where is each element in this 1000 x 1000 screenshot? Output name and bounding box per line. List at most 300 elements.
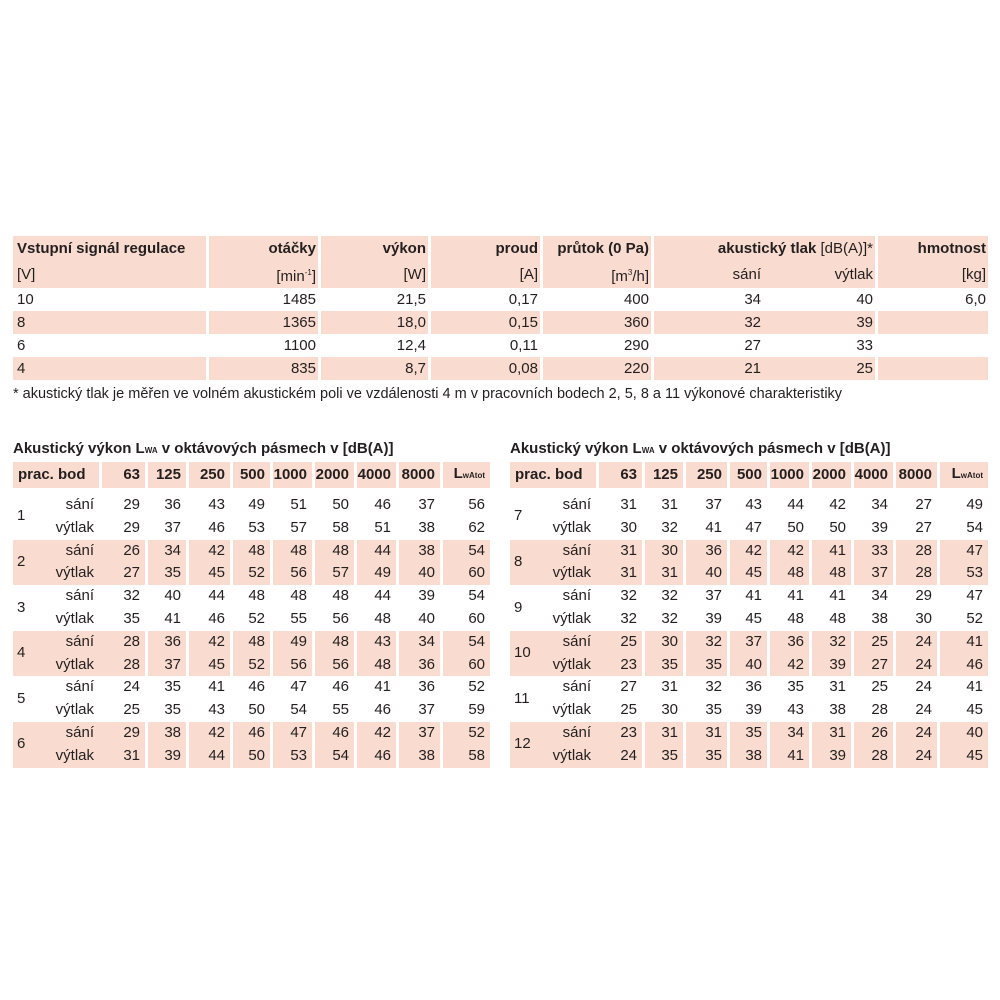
octave-value: 39 (727, 699, 767, 722)
octave-title-right-a: Akustický výkon L (510, 440, 642, 457)
octave-value: 57 (312, 562, 354, 585)
octave-value: 32 (683, 676, 727, 699)
cell-flow: 400 (540, 288, 651, 311)
unit-rpm-b: ] (311, 268, 316, 285)
label-suction: sání (65, 496, 94, 513)
octave-value: 43 (186, 699, 230, 722)
octave-value: 53 (270, 745, 312, 768)
label-suction: sání (562, 632, 591, 650)
octave-value: 42 (767, 654, 809, 677)
octave-value: 25 (851, 676, 893, 699)
octave-value: 38 (396, 517, 440, 540)
octave-data-row (13, 676, 490, 699)
octave-value: 50 (767, 517, 809, 540)
unit-rpm-a: [min (276, 268, 305, 285)
label-suction: sání (562, 678, 591, 696)
header-band: 63 (99, 462, 145, 488)
octave-value: 51 (354, 517, 396, 540)
label-discharge: výtlak (55, 701, 94, 719)
octave-data-row (510, 494, 988, 517)
octave-value: 40 (145, 585, 186, 608)
header-band: 1000 (767, 462, 809, 488)
operating-point-number: 9 (514, 598, 523, 616)
octave-value: 33 (851, 540, 893, 563)
octave-value: 26 (851, 722, 893, 745)
octave-value: 41 (937, 676, 988, 699)
cell-discharge: 39 (856, 314, 873, 331)
octave-value: 32 (642, 608, 683, 631)
octave-data-row (13, 585, 490, 608)
octave-value: 49 (270, 631, 312, 654)
octave-data-row (510, 699, 988, 722)
octave-data-row (510, 585, 988, 608)
octave-value: 38 (396, 745, 440, 768)
operating-point-number: 8 (514, 552, 523, 570)
octave-value: 55 (312, 699, 354, 722)
main-data-row (13, 288, 988, 311)
octave-data-row (13, 517, 490, 540)
octave-value: 42 (767, 540, 809, 563)
operating-point-number: 5 (17, 689, 26, 707)
label-discharge: výtlak (55, 746, 94, 764)
octave-value: 28 (851, 699, 893, 722)
cell-rpm: 1485 (206, 288, 318, 311)
cell-flow: 220 (540, 357, 651, 380)
header-total-a: L (951, 465, 961, 482)
octave-value: 48 (809, 562, 851, 585)
label-discharge: výtlak (552, 609, 591, 627)
octave-value: 44 (186, 585, 230, 608)
octave-value: 46 (230, 722, 270, 745)
octave-value: 36 (396, 654, 440, 677)
cell-rpm: 1100 (206, 334, 318, 357)
octave-title-right (510, 440, 891, 457)
label-discharge: výtlak (55, 655, 94, 673)
header-total (937, 462, 988, 488)
octave-value: 53 (937, 562, 988, 585)
octave-value: 29 (123, 723, 140, 741)
octave-value: 36 (145, 631, 186, 654)
octave-value: 60 (440, 562, 490, 585)
cell-current: 0,11 (428, 334, 540, 357)
octave-title-left-a: Akustický výkon L (13, 440, 145, 457)
octave-value: 41 (809, 585, 851, 608)
octave-value: 31 (809, 676, 851, 699)
octave-value: 54 (270, 699, 312, 722)
header-sound-unit: [dB(A)]* (820, 240, 873, 257)
octave-value: 44 (186, 745, 230, 768)
cell-weight (875, 334, 988, 357)
octave-value: 37 (727, 631, 767, 654)
octave-value: 25 (851, 631, 893, 654)
header-rpm: otáčky (206, 236, 318, 262)
label-suction: sání (65, 723, 94, 741)
octave-value: 37 (683, 494, 727, 517)
octave-value: 54 (440, 585, 490, 608)
octave-value: 37 (396, 722, 440, 745)
octave-value: 54 (440, 631, 490, 654)
cell-discharge: 25 (856, 360, 873, 377)
header-signal: Vstupní signál regulace (17, 240, 186, 257)
header-band: 8000 (396, 462, 440, 488)
octave-value: 47 (937, 585, 988, 608)
octave-value: 40 (396, 608, 440, 631)
octave-value: 32 (123, 587, 140, 605)
label-suction: sání (562, 496, 591, 513)
octave-value: 24 (620, 746, 637, 764)
octave-value: 45 (937, 699, 988, 722)
header-band: 2000 (312, 462, 354, 488)
octave-value: 35 (727, 722, 767, 745)
octave-title-right-b: v oktávových pásmech v [dB(A)] (654, 440, 891, 457)
operating-point-number: 2 (17, 552, 26, 570)
header-band: 2000 (809, 462, 851, 488)
cell-weight (875, 311, 988, 334)
fan-performance-table (13, 236, 988, 380)
octave-value: 56 (270, 562, 312, 585)
octave-value: 28 (123, 655, 140, 673)
cell-rpm: 835 (206, 357, 318, 380)
octave-value: 35 (145, 699, 186, 722)
cell-current: 0,17 (428, 288, 540, 311)
header-band: 1000 (270, 462, 312, 488)
unit-current: [A] (428, 262, 540, 288)
label-suction: sání (65, 541, 94, 559)
octave-value: 43 (767, 699, 809, 722)
label-discharge: výtlak (552, 655, 591, 673)
octave-title-right-sub: WA (641, 446, 655, 455)
header-total (440, 462, 490, 488)
unit-weight: [kg] (875, 262, 988, 288)
cell-suction: 34 (651, 288, 763, 311)
operating-point-number: 10 (514, 644, 531, 662)
octave-value: 41 (937, 631, 988, 654)
octave-value: 52 (440, 722, 490, 745)
octave-value: 45 (186, 654, 230, 677)
octave-value: 29 (893, 585, 937, 608)
octave-value: 38 (851, 608, 893, 631)
octave-table-right (510, 462, 988, 768)
header-flow: průtok (0 Pa) (540, 236, 651, 262)
octave-value: 39 (809, 745, 851, 768)
unit-rpm-sup: -1 (304, 268, 312, 277)
octave-value: 35 (683, 699, 727, 722)
main-data-row (13, 334, 988, 357)
octave-value: 40 (396, 562, 440, 585)
header-band: 125 (145, 462, 186, 488)
header-band: 63 (596, 462, 642, 488)
octave-value: 42 (809, 494, 851, 517)
octave-value: 35 (145, 562, 186, 585)
octave-value: 43 (727, 494, 767, 517)
header-sound-label: akustický tlak (717, 240, 817, 257)
octave-value: 25 (620, 632, 637, 650)
octave-value: 24 (893, 676, 937, 699)
octave-value: 52 (230, 562, 270, 585)
octave-value: 27 (851, 654, 893, 677)
unit-flow-a: [m (611, 268, 628, 285)
octave-value: 60 (440, 608, 490, 631)
operating-point-number: 4 (17, 644, 26, 662)
unit-flow-b: /h] (632, 268, 649, 285)
cell-signal: 10 (17, 291, 34, 308)
octave-value: 37 (396, 699, 440, 722)
octave-value: 42 (186, 540, 230, 563)
octave-value: 32 (683, 631, 727, 654)
main-data-row (13, 311, 988, 334)
octave-value: 28 (893, 562, 937, 585)
octave-value: 27 (123, 564, 140, 582)
cell-signal: 6 (17, 337, 26, 354)
octave-value: 57 (270, 517, 312, 540)
header-band: 250 (186, 462, 230, 488)
octave-data-row (13, 722, 490, 745)
header-band: 4000 (851, 462, 893, 488)
header-total-sub: wAtot (462, 471, 485, 480)
octave-value: 24 (893, 722, 937, 745)
octave-value: 32 (620, 587, 637, 605)
octave-value: 41 (767, 585, 809, 608)
octave-value: 50 (312, 494, 354, 517)
octave-value: 35 (683, 745, 727, 768)
octave-value: 50 (809, 517, 851, 540)
octave-value: 41 (145, 608, 186, 631)
octave-value: 30 (642, 631, 683, 654)
main-units-row (13, 262, 988, 288)
octave-value: 35 (642, 654, 683, 677)
octave-value: 43 (186, 494, 230, 517)
octave-data-row (13, 562, 490, 585)
header-band: 500 (230, 462, 270, 488)
octave-value: 39 (809, 654, 851, 677)
octave-value: 47 (270, 676, 312, 699)
octave-value: 34 (396, 631, 440, 654)
octave-value: 27 (893, 494, 937, 517)
cell-weight (875, 357, 988, 380)
octave-value: 41 (767, 745, 809, 768)
unit-suction: sání (651, 262, 763, 288)
octave-value: 26 (123, 541, 140, 559)
octave-value: 51 (270, 494, 312, 517)
cell-weight: 6,0 (875, 288, 988, 311)
octave-value: 48 (270, 540, 312, 563)
octave-value: 37 (145, 517, 186, 540)
footnote: * akustický tlak je měřen ve volném akustickém poli ve vzdálenosti 4 m v pracovních bodech 2, 5, 8 a 11 výkonové charakteristiky (13, 386, 843, 402)
octave-value: 40 (727, 654, 767, 677)
cell-rpm: 1365 (206, 311, 318, 334)
octave-value: 48 (230, 540, 270, 563)
label-discharge: výtlak (55, 609, 94, 627)
octave-value: 30 (893, 608, 937, 631)
octave-value: 41 (809, 540, 851, 563)
octave-value: 62 (440, 517, 490, 540)
octave-value: 38 (727, 745, 767, 768)
octave-table-left (13, 462, 490, 768)
octave-value: 27 (620, 678, 637, 696)
octave-value: 56 (312, 608, 354, 631)
cell-power: 18,0 (318, 311, 428, 334)
main-data-row (13, 357, 988, 380)
octave-data-row (510, 562, 988, 585)
octave-value: 48 (767, 608, 809, 631)
octave-value: 36 (683, 540, 727, 563)
octave-value: 48 (809, 608, 851, 631)
octave-value: 54 (312, 745, 354, 768)
octave-value: 28 (893, 540, 937, 563)
octave-header-row (13, 462, 490, 488)
octave-value: 35 (123, 609, 140, 627)
label-suction: sání (562, 541, 591, 559)
octave-data-row (510, 540, 988, 563)
octave-title-left-b: v oktávových pásmech v [dB(A)] (157, 440, 394, 457)
octave-data-row (13, 608, 490, 631)
header-total-a: L (453, 465, 463, 482)
octave-value: 48 (230, 631, 270, 654)
octave-value: 36 (145, 494, 186, 517)
octave-value: 31 (642, 562, 683, 585)
octave-title-left-sub: WA (144, 446, 158, 455)
octave-value: 56 (270, 654, 312, 677)
header-band: 8000 (893, 462, 937, 488)
octave-value: 24 (893, 654, 937, 677)
cell-flow: 360 (540, 311, 651, 334)
header-power: výkon (318, 236, 428, 262)
octave-value: 48 (312, 540, 354, 563)
label-suction: sání (65, 632, 94, 650)
octave-value: 24 (893, 745, 937, 768)
octave-value: 41 (683, 517, 727, 540)
octave-value: 41 (186, 676, 230, 699)
octave-value: 54 (440, 540, 490, 563)
octave-value: 31 (620, 496, 637, 513)
header-band: 250 (683, 462, 727, 488)
octave-value: 41 (727, 585, 767, 608)
octave-value: 42 (354, 722, 396, 745)
octave-data-row (13, 745, 490, 768)
octave-data-row (13, 494, 490, 517)
octave-value: 46 (230, 676, 270, 699)
octave-data-row (13, 631, 490, 654)
octave-value: 47 (937, 540, 988, 563)
octave-value: 54 (937, 517, 988, 540)
octave-value: 45 (727, 562, 767, 585)
octave-value: 52 (230, 654, 270, 677)
octave-value: 35 (767, 676, 809, 699)
octave-value: 24 (893, 699, 937, 722)
octave-value: 23 (620, 655, 637, 673)
cell-suction: 21 (651, 357, 763, 380)
label-suction: sání (65, 678, 94, 696)
unit-flow-sup: 3 (627, 268, 633, 277)
octave-data-row (510, 517, 988, 540)
octave-value: 53 (230, 517, 270, 540)
octave-value: 58 (440, 745, 490, 768)
octave-value: 58 (312, 517, 354, 540)
octave-value: 37 (396, 494, 440, 517)
operating-point-number: 3 (17, 598, 26, 616)
cell-current: 0,15 (428, 311, 540, 334)
octave-value: 39 (396, 585, 440, 608)
octave-value: 50 (230, 745, 270, 768)
octave-value: 31 (620, 564, 637, 582)
octave-value: 37 (851, 562, 893, 585)
octave-data-row (510, 722, 988, 745)
cell-discharge: 40 (856, 291, 873, 308)
octave-value: 48 (354, 608, 396, 631)
cell-signal: 8 (17, 314, 26, 331)
octave-value: 35 (145, 676, 186, 699)
operating-point-number: 12 (514, 735, 531, 753)
octave-value: 45 (937, 745, 988, 768)
octave-value: 47 (727, 517, 767, 540)
octave-value: 31 (683, 722, 727, 745)
octave-value: 56 (440, 494, 490, 517)
label-discharge: výtlak (552, 746, 591, 764)
octave-data-row (13, 540, 490, 563)
octave-value: 37 (683, 585, 727, 608)
octave-value: 27 (893, 517, 937, 540)
octave-value: 43 (354, 631, 396, 654)
header-total-sub: wAtot (960, 471, 983, 480)
octave-value: 48 (270, 585, 312, 608)
octave-value: 49 (354, 562, 396, 585)
octave-value: 52 (230, 608, 270, 631)
octave-value: 34 (767, 722, 809, 745)
octave-value: 36 (767, 631, 809, 654)
label-discharge: výtlak (552, 518, 591, 536)
octave-value: 34 (145, 540, 186, 563)
octave-value: 37 (145, 654, 186, 677)
octave-value: 31 (642, 722, 683, 745)
octave-value: 38 (396, 540, 440, 563)
octave-value: 46 (937, 654, 988, 677)
octave-value: 30 (642, 540, 683, 563)
cell-suction: 32 (651, 311, 763, 334)
label-discharge: výtlak (55, 564, 94, 582)
octave-data-row (13, 654, 490, 677)
octave-value: 40 (683, 562, 727, 585)
cell-suction: 27 (651, 334, 763, 357)
octave-value: 45 (727, 608, 767, 631)
octave-value: 30 (642, 699, 683, 722)
octave-value: 32 (809, 631, 851, 654)
cell-discharge: 33 (856, 337, 873, 354)
octave-value: 34 (851, 494, 893, 517)
octave-value: 38 (809, 699, 851, 722)
octave-data-row (13, 699, 490, 722)
unit-signal: [V] (17, 266, 36, 283)
octave-title-left (13, 440, 394, 457)
octave-value: 35 (683, 654, 727, 677)
octave-value: 24 (893, 631, 937, 654)
octave-value: 52 (937, 608, 988, 631)
unit-discharge: výtlak (834, 266, 873, 283)
label-suction: sání (65, 587, 94, 605)
octave-value: 35 (642, 745, 683, 768)
octave-value: 32 (642, 585, 683, 608)
octave-value: 49 (937, 494, 988, 517)
octave-value: 46 (354, 745, 396, 768)
operating-point-number: 11 (514, 689, 530, 707)
header-band: 500 (727, 462, 767, 488)
octave-value: 30 (620, 518, 637, 536)
octave-value: 31 (642, 494, 683, 517)
label-discharge: výtlak (552, 701, 591, 719)
octave-value: 49 (230, 494, 270, 517)
octave-value: 29 (123, 496, 140, 513)
octave-value: 28 (851, 745, 893, 768)
octave-value: 40 (937, 722, 988, 745)
